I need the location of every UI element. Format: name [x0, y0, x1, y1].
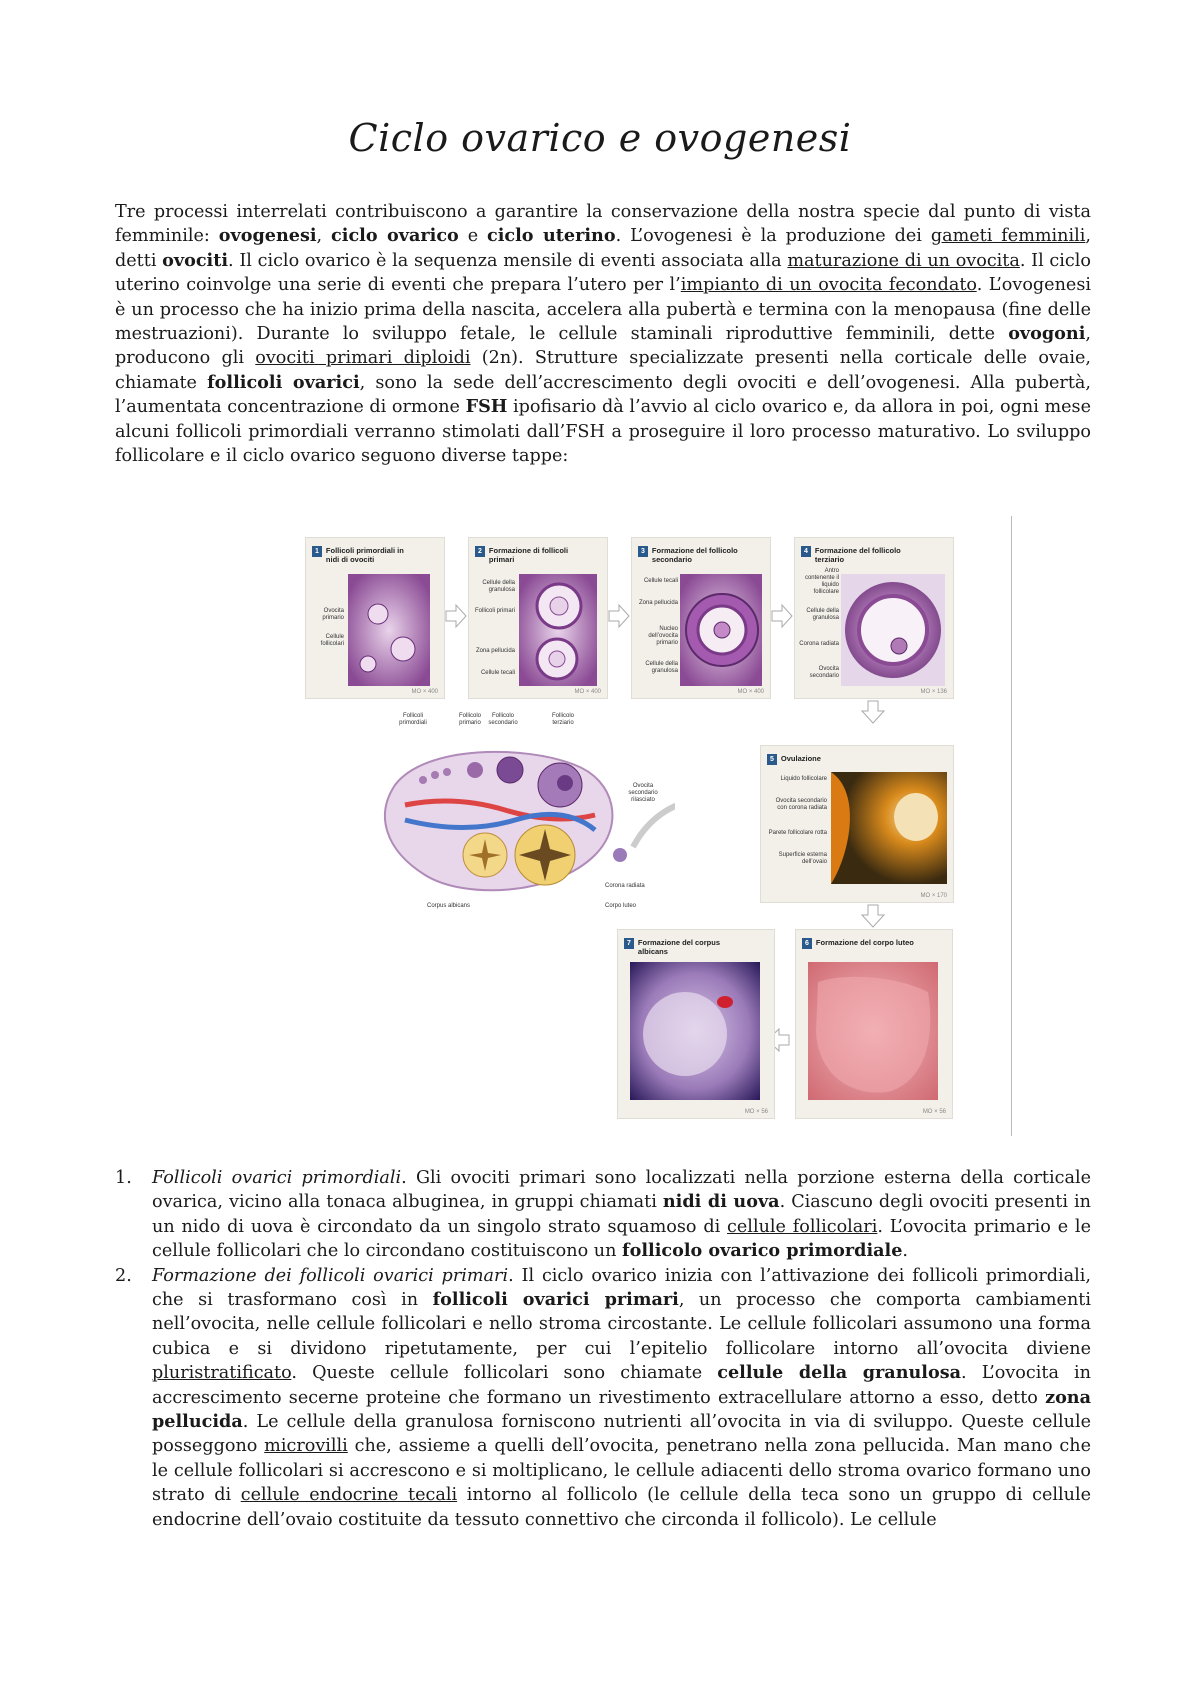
magnification: MO × 170 — [920, 893, 947, 899]
panel-number: 5 — [767, 754, 777, 765]
list-number: 1. — [115, 1168, 132, 1188]
page-title: Ciclo ovarico e ovogenesi — [348, 116, 852, 160]
label: Ovocita secondario con corona radiata — [775, 798, 827, 811]
magnification: MO × 136 — [920, 689, 947, 695]
label: Corona radiata — [605, 883, 645, 889]
panel-3 — [631, 537, 771, 699]
histology-image — [630, 962, 760, 1100]
magnification: MO × 56 — [922, 1109, 946, 1115]
histology-image — [680, 574, 762, 686]
arrow-right-icon — [607, 603, 631, 629]
label: Follicolo primario — [458, 713, 481, 726]
ovulation-image — [831, 772, 947, 884]
panel-2 — [468, 537, 608, 699]
list-number: 2. — [115, 1265, 132, 1286]
label: Antro contenente il liquido follicolare — [804, 568, 839, 595]
histology-image — [841, 574, 945, 686]
label: Follicolo secondario — [488, 713, 518, 726]
label: Ovocita secondario rilasciato — [628, 783, 658, 803]
arrow-right-icon — [770, 603, 794, 629]
label: Cellule della granulosa — [482, 580, 515, 593]
label: Cellule tecali — [643, 578, 678, 584]
ovarian-cycle-figure — [305, 515, 1015, 1130]
label: Nucleo dell’ovocita primario — [648, 626, 678, 646]
label: Liquido follicolare — [780, 776, 827, 782]
histology-image — [348, 574, 430, 686]
panel-title: Ovulazione — [780, 754, 821, 763]
intro-paragraph: Tre processi interrelati contribuiscono a garantire la conservazione della nostra specie dal punto di vista femminile: ovogenesi, ciclo ovarico e ciclo uterino. L’ovogenesi è la produzione dei gameti femminili, detti ovociti. Il ciclo ovarico è la sequenza mensile di eventi associata alla maturazione di un ovocita. Il ciclo uterino coinvolge una serie di eventi che prepara l’utero per l’impianto di un ovocita fecondato. L’ovogenesi è un processo che ha inizio prima della nascita, accelera alla pubertà e termina con la menopausa (fine delle mestruazioni). Durante lo sviluppo fetale, le cellule staminali riproduttive femminili, dette ovogoni, producono gli ovociti primari diploidi (2n). Strutture specializzate presenti nella corticale delle ovaie, chiamate follicoli ovarici, sono la sede dell’accrescimento degli ovociti e dell’ovogenesi. Alla pubertà, l’aumentata concentrazione di ormone FSH ipofisario dà l’avvio al ciclo ovarico e, da allora in poi, ogni mese alcuni follicoli primordiali verranno stimolati dall’FSH a proseguire il loro processo maturativo. Lo sviluppo follicolare e il ciclo ovarico seguono diverse tappe: — [115, 202, 1091, 467]
label: Zona pellucida — [475, 648, 515, 654]
list-item: 1. Follicoli ovarici primordiali. Gli ovociti primari sono localizzati nella porzione esterna della corticale ovarica, vicino alla tonaca albuginea, in gruppi chiamati nidi di uova. Ciascuno degli ovociti presenti in un nido di uova è circondato da un singolo strato squamoso di cellule follicolari. L’ovocita primario e le cellule follicolari che lo circondano costituiscono un follicolo ovarico primordiale. — [115, 1168, 1091, 1262]
panel-number: 1 — [312, 546, 322, 557]
label: Cellule della granulosa — [806, 608, 839, 621]
histology-image — [808, 962, 938, 1100]
panel-number: 7 — [624, 938, 634, 949]
label: Parete follicolare rotta — [768, 830, 827, 836]
label: Cellule tecali — [480, 670, 515, 676]
list-item: 2. Formazione dei follicoli ovarici primari. Il ciclo ovarico inizia con l’attivazione dei follicoli primordiali, che si trasformano così in follicoli ovarici primari, un processo che comporta cambiamenti nell’ovocita, nelle cellule follicolari e nello stroma circostante. Le cellule follicolari assumono una forma cubica e si dividono ripetutamente, per cui l’epitelio follicolare intorno all’ovocita diviene pluristratificato. Queste cellule follicolari sono chiamate cellule della granulosa. L’ovocita in accrescimento secerne proteine che formano un rivestimento extracellulare attorno a esso, detto zona pellucida. Le cellule della granulosa forniscono nutrienti all’ovocita in via di sviluppo. Queste cellule posseggono microvilli che, assieme a quelli dell’ovocita, penetrano nella zona pellucida. Man mano che le cellule follicolari si accrescono e si moltiplicano, le cellule adiacenti dello stroma ovarico formano uno strato di cellule endocrine tecali intorno al follicolo (le cellule della teca sono un gruppo di cellule endocrine dell’ovaio costituite da tessuto connettivo che circonda il follicolo). Le cellule — [115, 1265, 1091, 1530]
label: Follicoli primari — [474, 608, 515, 614]
panel-number: 4 — [801, 546, 811, 557]
steps-list — [115, 1166, 1091, 1532]
panel-4 — [794, 537, 954, 699]
magnification: MO × 56 — [744, 1109, 768, 1115]
panel-number: 6 — [802, 938, 812, 949]
label: Corpo luteo — [605, 903, 637, 909]
panel-5 — [760, 745, 954, 903]
arrow-down-icon — [860, 699, 886, 725]
label: Follicoli primordiali — [399, 713, 427, 726]
panel-title: Formazione del corpus albicans — [637, 938, 721, 956]
arrow-down-icon — [860, 903, 886, 929]
label: Superficie esterna dell’ovaio — [778, 852, 827, 865]
panel-number: 3 — [638, 546, 648, 557]
label: Cellule follicolari — [320, 634, 344, 647]
magnification: MO × 400 — [574, 689, 601, 695]
panel-7 — [617, 929, 775, 1119]
label: Cellule della granulosa — [645, 661, 678, 674]
label: Corpus albicans — [427, 903, 471, 909]
magnification: MO × 400 — [411, 689, 438, 695]
label: Follicolo terziario — [551, 713, 574, 726]
magnification: MO × 400 — [737, 689, 764, 695]
panel-1 — [305, 537, 445, 699]
label: Ovocita secondario — [809, 666, 839, 679]
panel-title: Formazione di follicoli primari — [488, 546, 569, 564]
panel-title: Follicoli primordiali in nidi di ovociti — [325, 546, 404, 564]
label: Corona radiata — [799, 641, 839, 647]
panel-6 — [795, 929, 953, 1119]
panel-title: Formazione del corpo luteo — [815, 938, 914, 947]
panel-number: 2 — [475, 546, 485, 557]
label: Zona pellucida — [638, 600, 678, 606]
arrow-right-icon — [444, 603, 468, 629]
panel-title: Formazione del follicolo terziario — [814, 546, 901, 564]
label: Ovocita primario — [322, 608, 344, 621]
histology-image — [519, 574, 597, 686]
panel-title: Formazione del follicolo secondario — [651, 546, 738, 564]
